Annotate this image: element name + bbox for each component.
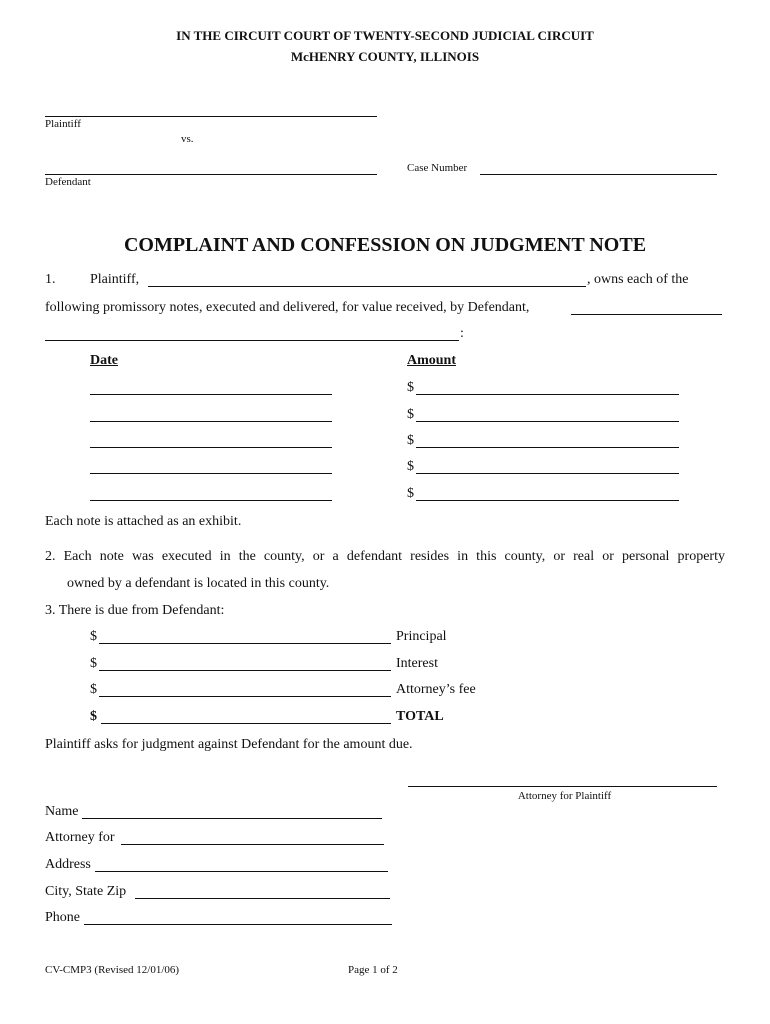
note-date-line[interactable] <box>90 500 332 501</box>
plaintiff-name-line[interactable] <box>45 116 377 117</box>
dollar-sign: $ <box>90 629 97 644</box>
para3-heading: 3. There is due from Defendant: <box>45 603 225 618</box>
dollar-sign: $ <box>90 682 97 697</box>
address-label: Address <box>45 857 91 872</box>
principal-amount-line[interactable] <box>99 643 391 644</box>
total-amount-line[interactable] <box>101 723 391 724</box>
dollar-sign: $ <box>407 486 414 501</box>
page-number: Page 1 of 2 <box>348 964 398 976</box>
note-amount-line[interactable] <box>416 394 679 395</box>
para2-line2: owned by a defendant is located in this county. <box>67 576 330 591</box>
attorney-fee-amount-line[interactable] <box>99 696 391 697</box>
dollar-sign: $ <box>407 459 414 474</box>
attorney-fee-label: Attorney’s fee <box>396 682 476 697</box>
dollar-sign: $ <box>407 380 414 395</box>
defendant-name-line[interactable] <box>45 174 377 175</box>
total-label: TOTAL <box>396 709 444 724</box>
county-heading: McHENRY COUNTY, ILLINOIS <box>290 49 480 64</box>
case-number-label: Case Number <box>407 162 468 174</box>
interest-label: Interest <box>396 656 438 671</box>
dollar-sign: $ <box>407 407 414 422</box>
date-column-header: Date <box>90 353 118 368</box>
note-date-line[interactable] <box>90 421 332 422</box>
defendant-label: Defendant <box>45 176 91 188</box>
exhibit-text: Each note is attached as an exhibit. <box>45 514 242 529</box>
phone-label: Phone <box>45 910 80 925</box>
para1-plaintiff-line[interactable] <box>148 286 586 287</box>
name-field-line[interactable] <box>82 818 382 819</box>
para1-defendant-line-2[interactable] <box>45 340 459 341</box>
para1-line2-text: following promissory notes, executed and delivered, for value received, by Defendant, <box>45 300 530 315</box>
note-amount-line[interactable] <box>416 447 679 448</box>
para1-plaintiff-label: Plaintiff, <box>90 272 140 287</box>
dollar-sign: $ <box>90 709 97 724</box>
name-label: Name <box>45 804 79 819</box>
note-date-line[interactable] <box>90 447 332 448</box>
court-heading: IN THE CIRCUIT COURT OF TWENTY-SECOND JUDICIAL CIRCUIT <box>176 28 594 43</box>
document-title: COMPLAINT AND CONFESSION ON JUDGMENT NOTE <box>123 234 647 256</box>
attorney-for-field-line[interactable] <box>121 844 384 845</box>
note-date-line[interactable] <box>90 394 332 395</box>
note-amount-line[interactable] <box>416 473 679 474</box>
interest-amount-line[interactable] <box>99 670 391 671</box>
city-state-zip-label: City, State Zip <box>45 884 127 899</box>
principal-label: Principal <box>396 629 447 644</box>
para1-owns-text: , owns each of the <box>587 272 689 287</box>
attorney-signature-label: Attorney for Plaintiff <box>517 790 612 802</box>
judgment-request-text: Plaintiff asks for judgment against Defendant for the amount due. <box>45 737 413 752</box>
vs-label: vs. <box>181 133 194 145</box>
dollar-sign: $ <box>90 656 97 671</box>
para1-number: 1. <box>45 272 56 287</box>
amount-column-header: Amount <box>407 353 457 368</box>
para2-line1: 2. Each note was executed in the county, or a defendant resides in this county, or real or personal property <box>45 549 725 564</box>
note-amount-line[interactable] <box>416 500 679 501</box>
para1-defendant-line[interactable] <box>571 314 722 315</box>
attorney-for-label: Attorney for <box>45 830 115 845</box>
address-field-line[interactable] <box>95 871 388 872</box>
plaintiff-label: Plaintiff <box>45 118 81 130</box>
note-amount-line[interactable] <box>416 421 679 422</box>
form-id: CV-CMP3 (Revised 12/01/06) <box>45 964 180 976</box>
phone-field-line[interactable] <box>84 924 392 925</box>
case-number-line[interactable] <box>480 174 717 175</box>
attorney-signature-line[interactable] <box>408 786 717 787</box>
dollar-sign: $ <box>407 433 414 448</box>
city-state-zip-field-line[interactable] <box>135 898 390 899</box>
para1-colon: : <box>460 326 464 341</box>
note-date-line[interactable] <box>90 473 332 474</box>
